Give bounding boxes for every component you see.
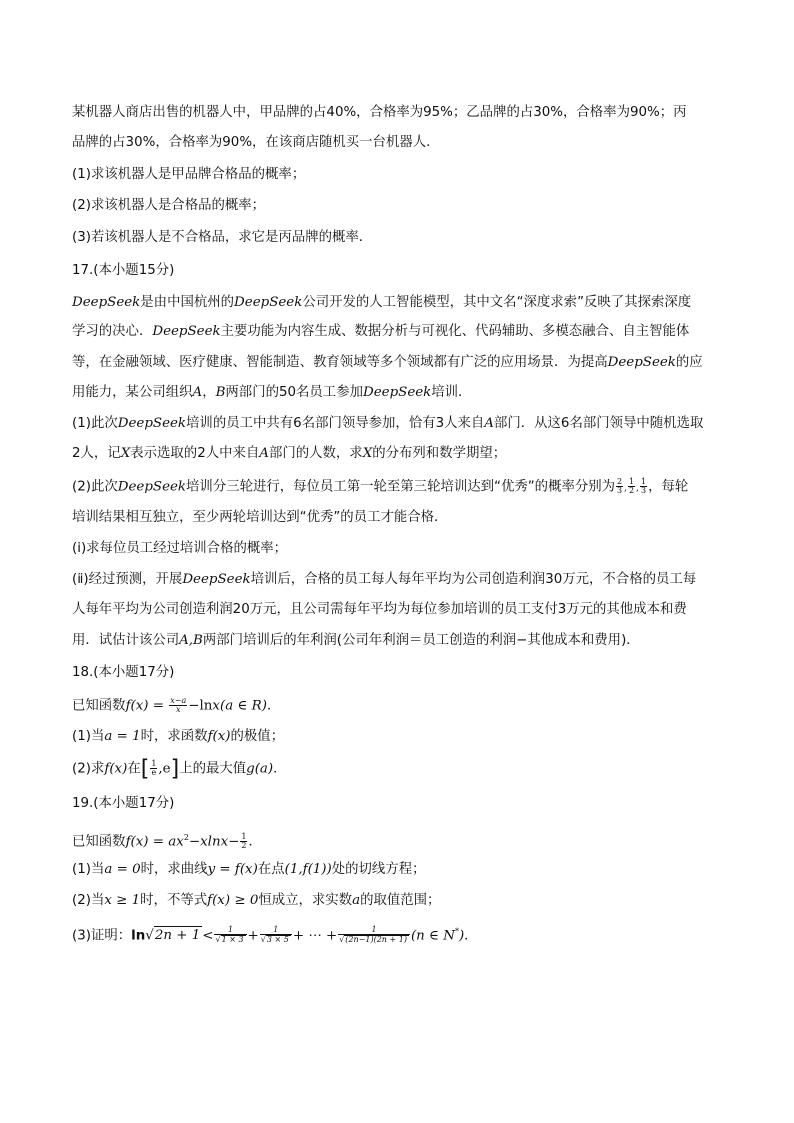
p18-function: 已知函数f(x) = $\frac{x-a}{x}$ −lnx(a ∈ R)． <box>72 696 281 714</box>
p17-para-line-4: 用能力，某公司组织A，B两部门的50名员工参加DeepSeek培训． <box>72 385 472 400</box>
p17-qii-line-2: 人每年平均为公司创造利润20万元，且公司需每年平均为每位参加培训的员工支付3万元的其他成本和费 <box>72 602 687 617</box>
p16-line-2: 品牌的占30%，合格率为90%，在该商店随机买一台机器人． <box>72 135 440 150</box>
p18-q1: (1)当a = 1时，求函数f(x)的极值； <box>72 729 285 744</box>
p18-header: 18.(本小题17分) <box>72 665 175 680</box>
term-general: $\frac{1}{√(2n-1)(2n + 1)}$ <box>338 926 410 944</box>
p19-q2: (2)当x ≥ 1时，不等式f(x) ≥ 0恒成立，求实数a的取值范围； <box>72 893 441 908</box>
p17-qii-line-1: (ⅱ)经过预测，开展DeepSeek培训后，合格的员工每人每年平均为公司创造利润30万元，不合格的员工每 <box>72 572 697 587</box>
sqrt-2n-plus-1: 2n + 1 <box>154 928 201 944</box>
p17-q1-line-2: 2人，记X表示选取的2人中来自A部门的人数，求X的分布列和数学期望； <box>72 446 507 461</box>
p17-q2-line-2: 培训结果相互独立，至少两轮培训达到“优秀”的员工才能合格． <box>72 510 448 525</box>
fraction-one-half: $\frac{1}{2}$ <box>241 831 247 850</box>
p19-header: 19.(本小题17分) <box>72 796 175 811</box>
fraction-one-over-e: $\frac{1}{e}$ <box>151 759 157 777</box>
p17-q2-line-1: (2)此次DeepSeek培训分三轮进行，每位员工第一轮至第三轮培训达到“优秀”的概率分别为 $\frac{2}{3}$ , $\frac{1}{2}$ , $\frac{1}{3}$ ，每轮 <box>72 477 689 495</box>
p17-para-line-3: 等，在金融领域、医疗健康、智能制造、教育领域等多个领域都有广泛的应用场景．为提高DeepSeek的应 <box>72 355 703 370</box>
p17-para-line-2: 学习的决心．DeepSeek主要功能为内容生成、数据分析与可视化、代码辅助、多模态融合、自主智能体 <box>72 324 690 339</box>
p16-q1: (1)求该机器人是甲品牌合格品的概率； <box>72 167 306 182</box>
p17-para-line-1: DeepSeek是由中国杭州的DeepSeek公司开发的人工智能模型，其中文名“深度求索”反映了其探索深度 <box>72 295 692 310</box>
p17-qii-line-3: 用．试估计该公司A,B两部门培训后的年利润(公司年利润＝员工创造的利润−其他成本和费用)． <box>72 633 640 648</box>
fraction-x-minus-a-over-x: $\frac{x-a}{x}$ <box>170 696 187 714</box>
p17-q1-line-1: (1)此次DeepSeek培训的员工中共有6名部门领导参加，恰有3人来自A部门．从这6名部门领导中随机选取 <box>72 416 704 431</box>
p18-q2: (2)求f(x)在[ $\frac{1}{e}$ ,e]上的最大值g(a)． <box>72 756 287 782</box>
fraction-one-half: $\frac{1}{2}$ <box>629 477 635 495</box>
p19-q1: (1)当a = 0时，求曲线y = f(x)在点(1,f(1))处的切线方程； <box>72 862 426 877</box>
p17-header: 17.(本小题15分) <box>72 263 175 278</box>
p16-line-1: 某机器人商店出售的机器人中，甲品牌的占40%，合格率为95%；乙品牌的占30%，合格率为90%；丙 <box>72 105 687 120</box>
p16-q3: (3)若该机器人是不合格品，求它是丙品牌的概率． <box>72 230 373 245</box>
term-1-over-sqrt-1x3: $\frac{1}{√1 \times 3}$ <box>214 926 246 944</box>
p19-function: 已知函数$f(x) = ax^2-xlnx-$ $\frac{1}{2}$ ． <box>72 831 262 850</box>
fraction-one-third: $\frac{1}{3}$ <box>640 477 647 495</box>
p17-qi: (ⅰ)求每位员工经过培训合格的概率； <box>72 541 288 556</box>
p19-q3: (3)证明：ln√2n + 1 < $\frac{1}{√1 \times 3}$ + $\frac{1}{√3 \times 5}$ + ⋯ + $\frac{1}{√(2n-1)(2n + 1)}$ (n ∈ N*)． <box>72 925 478 945</box>
term-1-over-sqrt-3x5: $\frac{1}{√3 \times 5}$ <box>260 926 292 944</box>
p16-q2: (2)求该机器人是合格品的概率； <box>72 198 266 213</box>
fraction-two-thirds: $\frac{2}{3}$ <box>617 477 623 495</box>
